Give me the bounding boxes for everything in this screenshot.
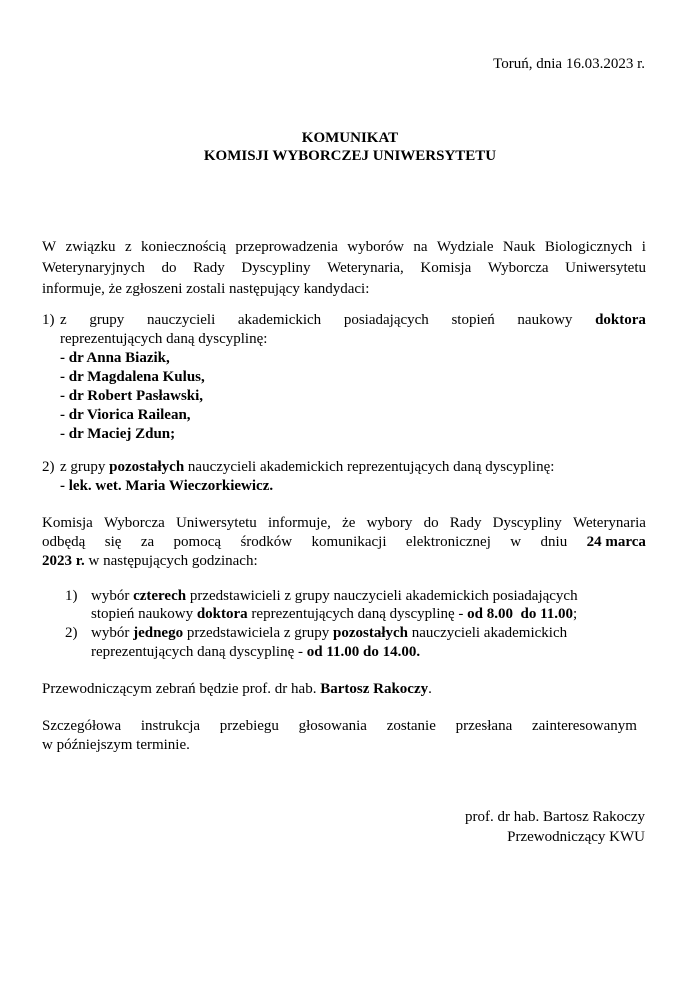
- word: Nauk: [502, 239, 536, 255]
- word: Komisja: [420, 260, 472, 276]
- candidate-item: - lek. wet. Maria Wieczorkiewicz.: [60, 478, 274, 494]
- word: i: [641, 239, 646, 255]
- word: z: [124, 239, 132, 255]
- intro-line-1: [42, 238, 646, 257]
- instruction-line-1: Szczegółowa instrukcja przebiegu głosowania zostanie przesłana zainteresowanym: [42, 718, 637, 734]
- word: Biologicznych: [544, 239, 633, 255]
- word: Dyscypliny: [241, 260, 311, 276]
- group-2-line-1: z grupy pozostałych nauczycieli akademickich reprezentujących daną dyscyplinę:: [60, 459, 555, 475]
- candidate-item: - dr Anna Biazik,: [60, 350, 170, 366]
- word: na: [413, 239, 428, 255]
- schedule-item-2-line-2: reprezentujących daną dyscyplinę - od 11.00 do 14.00.: [91, 644, 421, 660]
- schedule-number: 1): [65, 588, 78, 604]
- word: Weterynaryjnych: [42, 260, 145, 276]
- signature-role: Przewodniczący KWU: [507, 829, 645, 845]
- group-1-line-1: z grupy nauczycieli akademickich posiadających stopień naukowy doktora: [60, 312, 646, 328]
- group-1-number: 1): [42, 312, 55, 328]
- instruction-line-2: w późniejszym terminie.: [42, 737, 190, 753]
- candidate-item: - dr Viorica Railean,: [60, 407, 191, 423]
- chair-line: Przewodniczącym zebrań będzie prof. dr hab. Bartosz Rakoczy.: [42, 681, 432, 697]
- title-line-1: KOMUNIKAT: [301, 130, 399, 146]
- word: związku: [65, 239, 116, 255]
- election-line-2: odbędą się za pomocą środków komunikacji elektronicznej w dniu 24 marca: [42, 534, 646, 550]
- signature-name: prof. dr hab. Bartosz Rakoczy: [465, 809, 645, 825]
- group-1-line-2: reprezentujących daną dyscyplinę:: [60, 331, 268, 347]
- word: Uniwersytetu: [565, 260, 646, 276]
- word: przeprowadzenia: [235, 239, 338, 255]
- word: Rady: [193, 260, 225, 276]
- word: Wydziale: [436, 239, 494, 255]
- word: W: [42, 239, 57, 255]
- schedule-number: 2): [65, 625, 78, 641]
- word: Weterynaria,: [327, 260, 404, 276]
- schedule-item-1-line-1: wybór czterech przedstawicieli z grupy nauczycieli akademickich posiadających: [91, 588, 578, 604]
- candidate-item: - dr Maciej Zdun;: [60, 426, 176, 442]
- election-line-1: Komisja Wyborcza Uniwersytetu informuje, że wybory do Rady Dyscypliny Weterynaria: [42, 515, 646, 531]
- intro-line-2: [42, 259, 646, 278]
- schedule-item-2-line-1: wybór jednego przedstawiciela z grupy pozostałych nauczycieli akademickich: [91, 625, 568, 641]
- word: koniecznością: [141, 239, 227, 255]
- title-line-2: KOMISJI WYBORCZEJ UNIWERSYTETU: [203, 148, 497, 164]
- candidate-item: - dr Robert Pasławski,: [60, 388, 204, 404]
- intro-line-3: informuje, że zgłoszeni zostali następujący kandydaci:: [42, 281, 370, 297]
- candidate-item: - dr Magdalena Kulus,: [60, 369, 205, 385]
- dateline: Toruń, dnia 16.03.2023 r.: [493, 56, 645, 72]
- group-2-number: 2): [42, 459, 55, 475]
- word: do: [161, 260, 177, 276]
- word: wyborów: [347, 239, 404, 255]
- schedule-item-1-line-2: stopień naukowy doktora reprezentujących daną dyscyplinę - od 8.00 do 11.00;: [91, 606, 578, 622]
- word: Wyborcza: [487, 260, 549, 276]
- election-line-3: 2023 r. w następujących godzinach:: [42, 553, 258, 569]
